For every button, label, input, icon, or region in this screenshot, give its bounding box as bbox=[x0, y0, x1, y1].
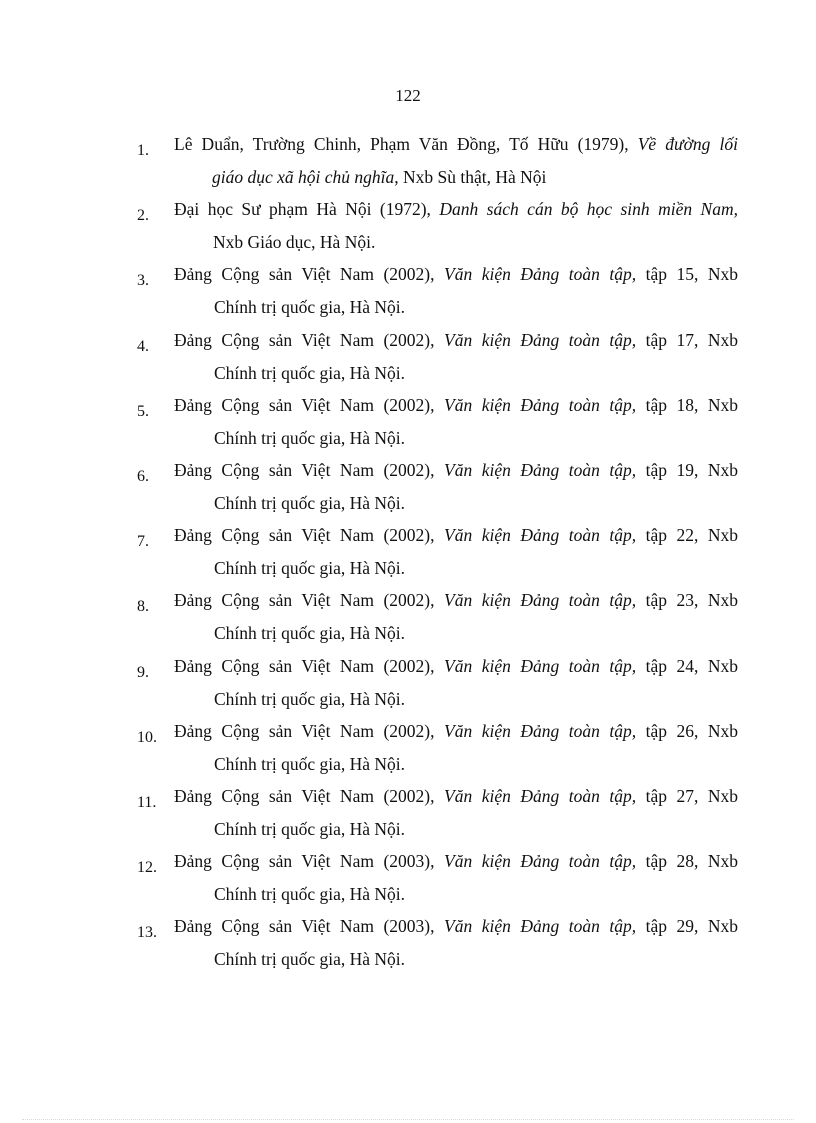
reference-publisher: Chính trị quốc gia, Hà Nội. bbox=[214, 427, 406, 448]
reference-publisher: Chính trị quốc gia, Hà Nội. bbox=[214, 297, 406, 318]
reference-line-2 bbox=[214, 752, 405, 776]
reference-title: Danh sách cán bộ học sinh miền Nam, bbox=[439, 199, 738, 220]
reference-item bbox=[0, 847, 816, 912]
reference-line-1 bbox=[174, 654, 738, 678]
reference-number: 5. bbox=[137, 402, 149, 420]
reference-title: Văn kiện Đảng toàn tập, bbox=[444, 264, 637, 285]
page-bottom-rule bbox=[22, 1119, 794, 1120]
reference-authors: Đảng Cộng sản Việt Nam (2002), bbox=[174, 264, 444, 285]
reference-publisher: Chính trị quốc gia, Hà Nội. bbox=[214, 362, 406, 383]
reference-line-2 bbox=[214, 556, 405, 580]
reference-list bbox=[0, 130, 816, 977]
reference-detail: tập 18, Nxb bbox=[636, 394, 738, 415]
reference-authors: Đảng Cộng sản Việt Nam (2002), bbox=[174, 459, 444, 480]
reference-item bbox=[0, 782, 816, 847]
reference-number: 2. bbox=[137, 207, 149, 225]
reference-title: Văn kiện Đảng toàn tập, bbox=[444, 525, 637, 546]
reference-line-1 bbox=[174, 458, 738, 482]
reference-detail: tập 23, Nxb bbox=[636, 590, 738, 611]
reference-title: Văn kiện Đảng toàn tập, bbox=[444, 329, 637, 350]
reference-number: 3. bbox=[137, 272, 149, 290]
reference-line-2 bbox=[214, 817, 405, 841]
reference-authors: Đảng Cộng sản Việt Nam (2002), bbox=[174, 394, 444, 415]
reference-line-1 bbox=[174, 914, 738, 938]
reference-title-cont: giáo dục xã hội chủ nghĩa bbox=[212, 167, 395, 187]
reference-publisher: Chính trị quốc gia, Hà Nội. bbox=[214, 818, 406, 839]
reference-line-2 bbox=[214, 295, 405, 319]
reference-detail: tập 24, Nxb bbox=[636, 655, 738, 676]
reference-title: Văn kiện Đảng toàn tập, bbox=[444, 394, 637, 415]
reference-publisher: Chính trị quốc gia, Hà Nội. bbox=[214, 753, 406, 774]
reference-authors: Đảng Cộng sản Việt Nam (2002), bbox=[174, 655, 444, 676]
reference-line-2 bbox=[214, 361, 405, 385]
reference-detail: tập 19, Nxb bbox=[636, 459, 738, 480]
reference-number: 6. bbox=[137, 467, 149, 485]
reference-title: Văn kiện Đảng toàn tập, bbox=[444, 459, 637, 480]
reference-item bbox=[0, 195, 816, 260]
reference-number: 8. bbox=[137, 598, 149, 616]
reference-line-2 bbox=[214, 687, 405, 711]
reference-line-2 bbox=[213, 230, 375, 254]
reference-line-2 bbox=[214, 947, 405, 971]
reference-item bbox=[0, 717, 816, 782]
reference-publisher: Chính trị quốc gia, Hà Nội. bbox=[214, 949, 406, 970]
reference-number: 13. bbox=[137, 924, 157, 942]
reference-item bbox=[0, 260, 816, 325]
reference-publisher: Chính trị quốc gia, Hà Nội. bbox=[214, 492, 406, 513]
reference-authors: Đảng Cộng sản Việt Nam (2002), bbox=[174, 329, 444, 350]
reference-publisher: Nxb Giáo dục, Hà Nội. bbox=[213, 232, 376, 253]
reference-line-2 bbox=[214, 621, 405, 645]
reference-line-2 bbox=[214, 882, 405, 906]
reference-title: Về đường lối bbox=[637, 134, 738, 154]
reference-detail: tập 15, Nxb bbox=[636, 264, 738, 285]
reference-detail: tập 26, Nxb bbox=[636, 720, 738, 741]
reference-line-1 bbox=[174, 328, 738, 352]
reference-detail: tập 17, Nxb bbox=[636, 329, 738, 350]
reference-publisher: Chính trị quốc gia, Hà Nội. bbox=[214, 558, 406, 579]
reference-publisher: Chính trị quốc gia, Hà Nội. bbox=[214, 623, 406, 644]
reference-title: Văn kiện Đảng toàn tập, bbox=[444, 590, 637, 611]
reference-number: 4. bbox=[137, 337, 149, 355]
reference-authors: Đảng Cộng sản Việt Nam (2002), bbox=[174, 590, 444, 611]
reference-number: 10. bbox=[137, 728, 157, 746]
reference-authors: Đảng Cộng sản Việt Nam (2003), bbox=[174, 851, 444, 872]
reference-title: Văn kiện Đảng toàn tập, bbox=[444, 720, 637, 741]
reference-line-1 bbox=[174, 197, 738, 221]
reference-item bbox=[0, 130, 816, 195]
reference-number: 9. bbox=[137, 663, 149, 681]
reference-item bbox=[0, 652, 816, 717]
reference-line-2 bbox=[214, 426, 405, 450]
reference-publisher: Chính trị quốc gia, Hà Nội. bbox=[214, 688, 406, 709]
reference-line-1 bbox=[174, 588, 738, 612]
reference-authors: Đảng Cộng sản Việt Nam (2002), bbox=[174, 785, 444, 806]
reference-authors: Đảng Cộng sản Việt Nam (2002), bbox=[174, 720, 444, 741]
reference-detail: tập 27, Nxb bbox=[636, 785, 738, 806]
reference-authors: Đại học Sư phạm Hà Nội (1972), bbox=[174, 199, 440, 220]
reference-number: 7. bbox=[137, 533, 149, 551]
reference-number: 1. bbox=[137, 142, 149, 159]
reference-title: Văn kiện Đảng toàn tập, bbox=[444, 916, 637, 937]
reference-number: 11. bbox=[137, 793, 157, 811]
reference-line-1 bbox=[174, 719, 738, 743]
reference-line-2 bbox=[212, 165, 546, 189]
reference-detail: tập 29, Nxb bbox=[636, 916, 738, 937]
reference-line-2 bbox=[214, 491, 405, 515]
reference-item bbox=[0, 521, 816, 586]
reference-number: 12. bbox=[137, 859, 157, 877]
reference-title: Văn kiện Đảng toàn tập, bbox=[444, 851, 637, 872]
reference-detail: tập 22, Nxb bbox=[636, 525, 738, 546]
reference-authors: Đảng Cộng sản Việt Nam (2003), bbox=[174, 916, 444, 937]
reference-detail: tập 28, Nxb bbox=[636, 851, 738, 872]
reference-publisher: , Nxb Sù thật, Hà Nội bbox=[394, 167, 547, 187]
reference-item bbox=[0, 391, 816, 456]
reference-authors: Đảng Cộng sản Việt Nam (2002), bbox=[174, 525, 444, 546]
reference-title: Văn kiện Đảng toàn tập, bbox=[444, 785, 637, 806]
reference-line-1 bbox=[174, 523, 738, 547]
reference-line-1 bbox=[174, 132, 738, 156]
reference-line-1 bbox=[174, 784, 738, 808]
reference-line-1 bbox=[174, 849, 738, 873]
reference-authors: Lê Duẩn, Trường Chinh, Phạm Văn Đồng, Tố Hữu (1979), bbox=[174, 134, 638, 154]
reference-item bbox=[0, 912, 816, 977]
reference-item bbox=[0, 326, 816, 391]
page-number: 122 bbox=[395, 86, 421, 105]
reference-title: Văn kiện Đảng toàn tập, bbox=[444, 655, 637, 676]
reference-line-1 bbox=[174, 262, 738, 286]
reference-publisher: Chính trị quốc gia, Hà Nội. bbox=[214, 884, 406, 905]
reference-item bbox=[0, 586, 816, 651]
reference-item bbox=[0, 456, 816, 521]
reference-line-1 bbox=[174, 393, 738, 417]
